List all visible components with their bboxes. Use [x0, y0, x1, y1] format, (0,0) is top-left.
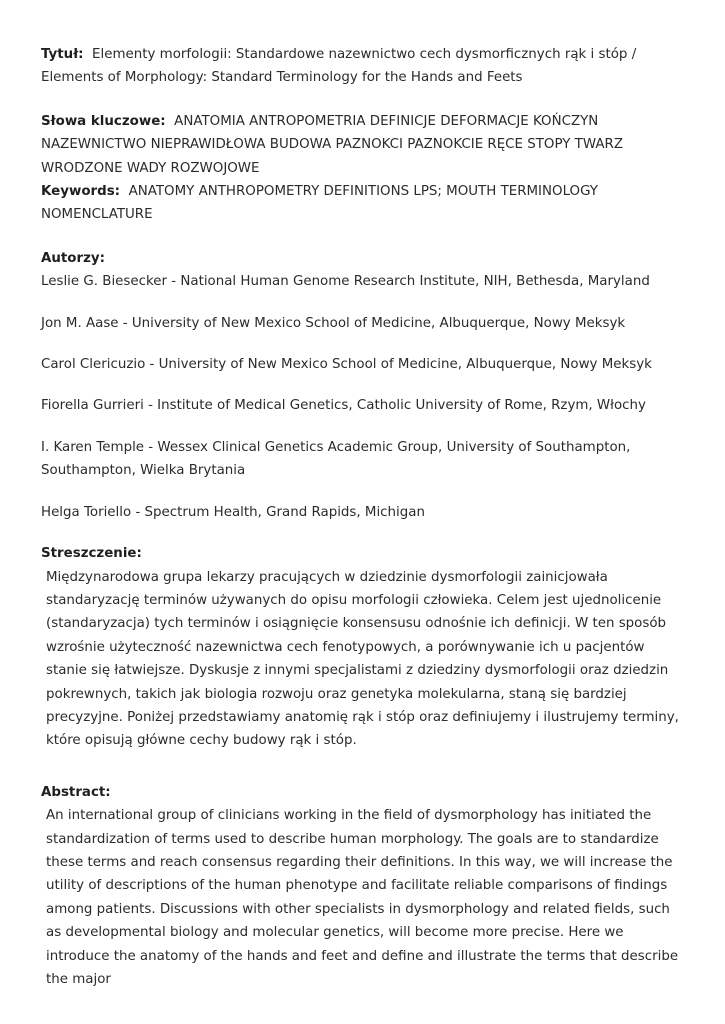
author-item: Carol Clericuzio - University of New Mexico School of Medicine, Albuquerque, Nowy Meksyk	[41, 357, 652, 373]
abstract-en-section	[41, 781, 685, 992]
authors-heading: Autorzy:	[41, 250, 105, 266]
summary-pl-section	[41, 542, 685, 753]
title-label: Tytuł:	[41, 47, 84, 62]
keywords-en-label: Keywords:	[41, 184, 121, 200]
author-item: I. Karen Temple - Wessex Clinical Genetics Academic Group, University of Southampton, Southampton, Wielka Brytania	[41, 439, 631, 479]
abstract-en-heading: Abstract:	[41, 784, 111, 800]
author-item: Jon M. Aase - University of New Mexico School of Medicine, Albuquerque, Nowy Meksyk	[41, 315, 626, 331]
title-text: Elementy morfologii: Standardowe nazewnictwo cech dysmorficznych rąk i stóp / Elements of Morphology: Standard Terminology for the Hands and Feets	[41, 47, 637, 86]
keywords-pl-label: Słowa kluczowe:	[41, 113, 166, 129]
keywords-pl-text: ANATOMIA ANTROPOMETRIA DEFINICJE DEFORMACJE KOŃCZYN NAZEWNICTWO NIEPRAWIDŁOWA BUDOWA PAZNOKCI PAZNOKCIE RĘCE STOPY TWARZ WRODZONE WADY ROZWOJOWE	[41, 113, 624, 176]
summary-pl-heading: Streszczenie:	[41, 546, 142, 562]
keywords-en-text: ANATOMY ANTHROPOMETRY DEFINITIONS LPS; MOUTH TERMINOLOGY NOMENCLATURE	[41, 184, 598, 223]
abstract-en-text: An international group of clinicians working in the field of dysmorphology has initiated the standardization of terms used to describe human morphology. The goals are to standardize these terms and reach consensus regarding their definitions. In this way, we will increase the utility of descriptions of the human phenotype and facilitate reliable comparisons of findings among patients. Discussions with other specialists in dysmorphology and related fields, such as developmental biology and molecular genetics, will become more precise. Here we introduce the anatomy of the hands and feet and define and illustrate the terms that describe the major	[46, 808, 679, 987]
keywords-en-block	[41, 180, 685, 227]
author-item: Leslie G. Biesecker - National Human Genome Research Institute, NIH, Bethesda, Maryland	[41, 274, 650, 290]
author-item: Helga Toriello - Spectrum Health, Grand Rapids, Michigan	[41, 504, 425, 520]
keywords-pl-block	[41, 110, 685, 180]
authors-section	[41, 247, 685, 524]
summary-pl-text: Międzynarodowa grupa lekarzy pracujących w dziedzinie dysmorfologii zainicjowała standaryzację terminów używanych do opisu morfologii człowieka. Celem jest ujednolicenie (standaryzacja) tych terminów i osiągnięcie konsensusu odnośnie ich definicji. W ten sposób wzrośnie użyteczność nazewnictwa cech fenotypowych, a porównywanie ich u pacjentów stanie się łatwiejsze. Dyskusje z innymi specjalistami z dziedziny dysmorfologii oraz dziedzin pokrewnych, takich jak biologia rozwoju oraz genetyka molekularna, staną się bardziej precyzyjne. Poniżej przedstawiamy anatomię rąk i stóp oraz definiujemy i ilustrujemy terminy, które opisują główne cechy budowy rąk i stóp.	[46, 569, 679, 749]
title-block	[41, 43, 685, 90]
author-item: Fiorella Gurrieri - Institute of Medical Genetics, Catholic University of Rome, Rzym, Włochy	[41, 398, 646, 414]
